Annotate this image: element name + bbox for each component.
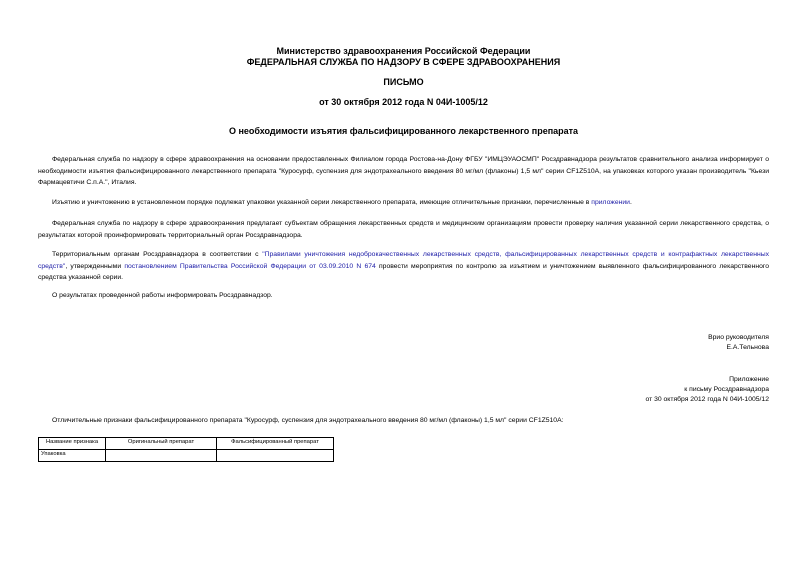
paragraph-5: О результатах проведенной работы информировать Росздравнадзор. (52, 292, 273, 299)
signature-position: Врио руководителя (708, 334, 769, 341)
paragraph-2-end: . (629, 199, 632, 206)
table-cell: Упаковка (39, 450, 106, 462)
features-table (38, 437, 334, 462)
paragraph-4 (38, 249, 769, 284)
column-header: Название признака (39, 438, 106, 450)
column-header: Фальсифицированный препарат (217, 438, 334, 450)
table-header-row (39, 438, 334, 450)
column-header: Оригинальный препарат (106, 438, 217, 450)
appendix-date: от 30 октября 2012 года N 04И-1005/12 (645, 396, 769, 403)
paragraph-2 (38, 197, 769, 209)
paragraph-2-text: Изъятию и уничтожению в установленном порядке подлежат упаковки указанной серии лекарственного препарата, имеющие отличительные признаки, перечисленные в (52, 199, 592, 206)
paragraph-4-part-a: Территориальным органам Росздравнадзора в соответствии с (52, 251, 263, 258)
table-cell (106, 450, 217, 462)
document-subject: О необходимости изъятия фальсифицированного лекарственного препарата (228, 126, 579, 136)
ministry-name: Министерство здравоохранения Российской Федерации (276, 46, 531, 56)
paragraph-3: Федеральная служба по надзору в сфере здравоохранения предлагает субъектам обращения лекарственных средств и медицинским организациям провести проверку наличия указанной серии лекарственного средства, о результатах которой проинформировать территориальный орган Росздравнадзора. (38, 220, 769, 239)
service-name: ФЕДЕРАЛЬНАЯ СЛУЖБА ПО НАДЗОРУ В СФЕРЕ ЗДРАВООХРАНЕНИЯ (246, 57, 561, 67)
government-decree-link[interactable]: постановлением Правительства Российской Федерации от 03.09.2010 N 674 (124, 262, 376, 270)
document-type: ПИСЬМО (383, 77, 424, 87)
paragraph-4-part-b: , утвержденными (65, 262, 125, 270)
appendix-label: Приложение (729, 376, 769, 383)
appendix-link[interactable]: приложении (591, 199, 630, 206)
table-row (39, 450, 334, 462)
signature-name: Е.А.Тельнова (726, 344, 769, 351)
destruction-rules-link[interactable]: "Правилами уничтожения недоброкачественных лекарственных средств, фальсифицированных лекарственных средств и контрафактных лекарственных средств" (38, 251, 769, 270)
table-cell (217, 450, 334, 462)
paragraph-4-part-c: провести мероприятия по контролю за изъятием и уничтожением выявленного фальсифицированного лекарственного средства указанной серии. (38, 262, 769, 281)
paragraph-1: Федеральная служба по надзору в сфере здравоохранения на основании предоставленных Филиалом города Ростова-на-Дону ФГБУ "ИМЦЭУАОСМП" Росздравнадзора результатов сравнительного анализа информирует о необходимости изъятия фальсифицированного лекарственного препарата "Куросурф, суспензия для эндотрахеального введения 80 мг/мл (флаконы) 1,5 мл" серии CF1Z510A, на упаковках которого указан производитель "Кьези Фармацевтичи С.п.А.", Италия. (38, 156, 769, 186)
appendix-reference: к письму Росздравнадзора (684, 386, 769, 393)
document-date: от 30 октября 2012 года N 04И-1005/12 (319, 97, 488, 107)
appendix-intro: Отличительные признаки фальсифицированного препарата "Куросурф, суспензия для эндотрахеального введения 80 мг/мл (флаконы) 1,5 мл" серии CF1Z510A: (52, 417, 564, 424)
